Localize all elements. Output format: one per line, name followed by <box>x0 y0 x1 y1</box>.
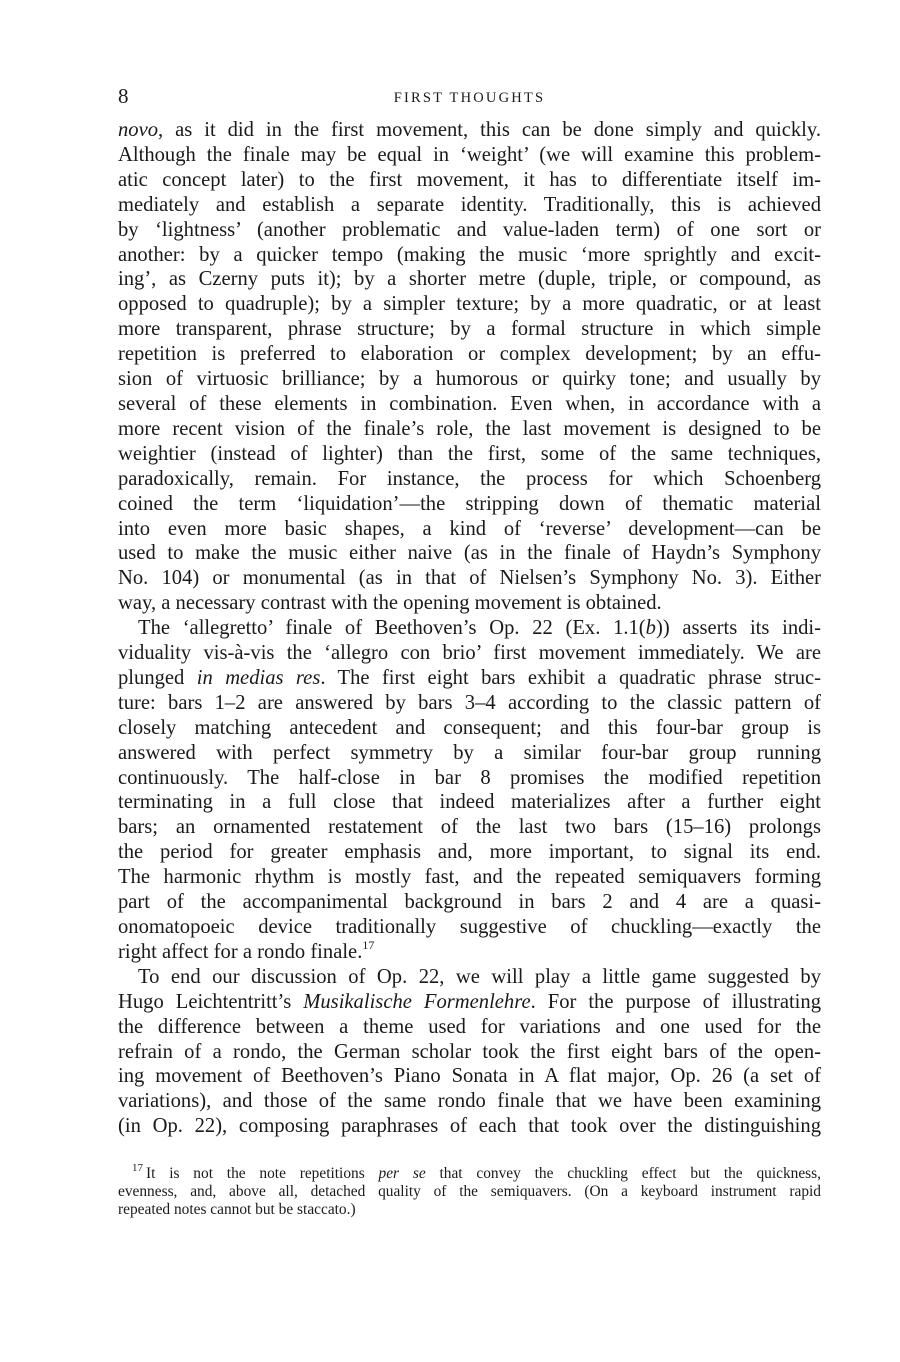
text-line: ing movement of Beethoven’s Piano Sonata in A flat major, Op. 26 (a set of <box>118 1065 821 1088</box>
italic-term: novo <box>118 119 159 141</box>
text-line: ture: bars 1–2 are answered by bars 3–4 according to the classic pattern of <box>118 691 821 714</box>
text-line: plunged in medias res. The first eight bars exhibit a quadratic phrase struc- <box>118 666 822 689</box>
book-page <box>118 82 822 1219</box>
text-line: The harmonic rhythm is mostly fast, and the repeated semiquavers forming <box>118 866 821 889</box>
italic-term: in medias res <box>196 666 321 689</box>
text-line: way, a necessary contrast with the opening movement is obtained. <box>118 592 662 615</box>
text-line: repetition is preferred to elaboration or complex development; by an effu- <box>118 343 821 366</box>
text-line: the period for greater emphasis and, more important, to signal its end. <box>118 841 821 864</box>
text-line: paradoxically, remain. For instance, the process for which Schoenberg <box>118 467 821 490</box>
text-line: Hugo Leichtentritt’s Musikalische Formenlehre. For the purpose of illustrating <box>118 990 822 1013</box>
text-line: weightier (instead of lighter) than the first, some of the same techniques, <box>118 442 821 465</box>
italic-term: b <box>645 617 656 640</box>
text-line: more recent vision of the finale’s role, the last movement is designed to be <box>118 417 821 440</box>
text-line: coined the term ‘liquidation’—the stripping down of thematic material <box>118 492 821 515</box>
text-line: (in Op. 22), composing paraphrases of each that took over the distinguishing <box>118 1115 821 1138</box>
text-line: the difference between a theme used for variations and one used for the <box>118 1015 821 1038</box>
footnotes <box>118 1162 821 1220</box>
text-line: evenness, and, above all, detached quality of the semiquavers. (On a keyboard instrument rapid <box>118 1183 821 1201</box>
text-line: continuously. The half-close in bar 8 promises the modified repetition <box>118 766 821 789</box>
text-line: repeated notes cannot but be staccato.) <box>118 1201 356 1219</box>
text-line: used to make the music either naive (as in the finale of Haydn’s Symphony <box>118 542 821 565</box>
running-title: FIRST THOUGHTS <box>393 90 546 106</box>
text-line: into even more basic shapes, a kind of ‘reverse’ development—can be <box>118 517 821 540</box>
text-line: more transparent, phrase structure; by a formal structure in which simple <box>118 318 821 341</box>
paragraph-3 <box>118 965 821 1139</box>
text-line: answered with perfect symmetry by a similar four-bar group running <box>118 741 821 764</box>
footnote-number: 17 <box>132 1162 143 1174</box>
book-title: Musikalische Formenlehre <box>303 990 531 1013</box>
text-line: bars; an ornamented restatement of the last two bars (15–16) prolongs <box>118 816 821 839</box>
text-line: ing’, as Czerny puts it); by a shorter metre (duple, triple, or compound, as <box>118 268 821 291</box>
text-line: closely matching antecedent and consequent; and this four-bar group is <box>118 716 821 739</box>
paragraph-1 <box>118 118 821 616</box>
text-line: opposed to quadruple); by a simpler texture; by a more quadratic, or at least <box>118 293 821 316</box>
text-line: novo, as it did in the first movement, this can be done simply and quickly. <box>118 119 821 141</box>
text-line: by ‘lightness’ (another problematic and value-laden term) of one sort or <box>118 218 821 241</box>
page-number: 8 <box>118 84 129 108</box>
paragraph-2 <box>118 616 821 965</box>
italic-term: per se <box>378 1165 426 1182</box>
text-line: part of the accompanimental background in bars 2 and 4 are a quasi- <box>118 891 821 914</box>
text-line: viduality vis-à-vis the ‘allegro con brio’ first movement immediately. We are <box>118 642 821 665</box>
text-line: No. 104) or monumental (as in that of Nielsen’s Symphony No. 3). Either <box>118 567 821 590</box>
text-line: refrain of a rondo, the German scholar took the first eight bars of the open- <box>118 1040 821 1063</box>
text-line: mediately and establish a separate identity. Traditionally, this is achieved <box>118 193 821 216</box>
text-line: terminating in a full close that indeed materializes after a further eight <box>118 791 821 814</box>
text-line: variations), and those of the same rondo finale that we have been examining <box>118 1090 821 1113</box>
body-text <box>118 118 821 1139</box>
text-line: atic concept later) to the first movement, it has to differentiate itself im- <box>118 168 821 191</box>
text-line: onomatopoeic device traditionally suggestive of chuckling—exactly the <box>118 916 821 938</box>
footnote-17 <box>118 1162 821 1220</box>
text-line: several of these elements in combination. Even when, in accordance with a <box>118 392 821 415</box>
text-line: right affect for a rondo finale.$^{17}$ <box>118 937 375 963</box>
running-head <box>118 82 821 110</box>
footnote-reference[interactable]: 17 <box>362 937 375 952</box>
text-line: another: by a quicker tempo (making the music ‘more sprightly and excit- <box>118 243 821 266</box>
text-line: The ‘allegretto’ finale of Beethoven’s Op. 22 (Ex. 1.1(b)) asserts its indi- <box>138 617 821 640</box>
text-line: To end our discussion of Op. 22, we will play a little game suggested by <box>138 965 821 988</box>
text-line: $^{17}$ It is not the note repetitions per se that convey the chuckling effect but the quickness, <box>132 1162 821 1182</box>
text-line: sion of virtuosic brilliance; by a humorous or quirky tone; and usually by <box>118 368 821 391</box>
text-line: Although the finale may be equal in ‘weight’ (we will examine this problem- <box>118 143 821 166</box>
